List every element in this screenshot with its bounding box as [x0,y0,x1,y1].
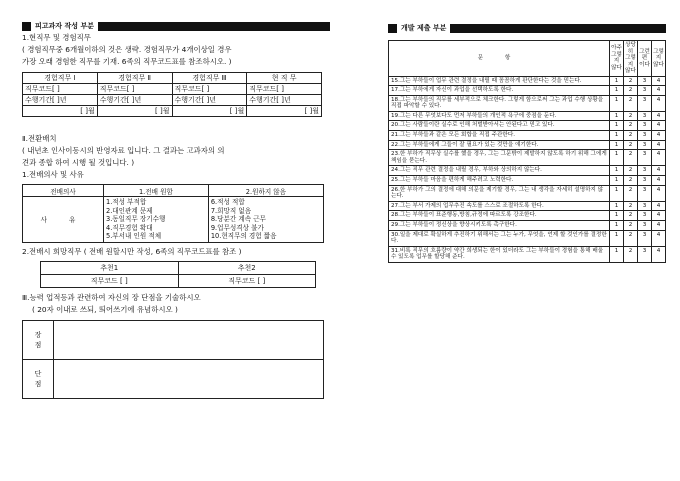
rating-option-4[interactable]: 4 [652,166,666,176]
section-bullet [388,24,397,33]
job-code-field[interactable]: 직무코드[ ] [247,84,322,95]
rating-option-2[interactable]: 2 [624,140,638,150]
rating-option-3[interactable]: 3 [638,95,652,111]
rating-option-3[interactable]: 3 [638,166,652,176]
rating-option-4[interactable]: 4 [652,246,666,262]
section-bullet [22,22,31,31]
survey-question: 28.그는 부하들이 표준행동,방침,규정에 따르도록 강조한다. [389,211,610,221]
rating-option-4[interactable]: 4 [652,121,666,131]
career-col-3: 경험직무 Ⅲ [172,73,247,84]
strength-field[interactable] [54,320,324,359]
transfer-heading: Ⅱ.전환배치 [22,134,57,143]
rating-option-1[interactable]: 1 [610,230,624,246]
rating-option-2[interactable]: 2 [624,131,638,141]
job-code-field[interactable]: 직무코드[ ] [23,84,98,95]
career-col-2: 경험직무 Ⅱ [97,73,172,84]
reason-option[interactable]: 9.업무성격상 불가 [210,223,264,232]
rating-option-2[interactable]: 2 [624,86,638,96]
survey-question: 29.그는 부하들이 정신상을 향상시키도록 촉구한다. [389,221,610,231]
survey-question: 27.그는 부서 가제의 업무추진 속도를 스스로 조절하도록 한다. [389,201,610,211]
rating-option-3[interactable]: 3 [638,176,652,186]
survey-question: 17.그는 부하에게 자신이 과업을 선택하도록 한다. [389,86,610,96]
rating-option-1[interactable]: 1 [610,131,624,141]
survey-question: 31.비록 직무의 흐름량이 약간 희생되는 한이 있더라도 그는 부하들이 경험을 통해 배울 수 있도록 업무를 할당해 준다. [389,246,610,262]
rating-option-1[interactable]: 1 [610,246,624,262]
strength-label: 장 점 [23,320,54,359]
rating-option-3[interactable]: 3 [638,111,652,121]
strength-note: ( 20자 이내로 쓰되, 띄어쓰기에 유념하시오 ) [32,304,178,314]
period-month-field[interactable]: [ ]월 [23,106,98,117]
want-reasons [104,197,209,243]
rating-option-2[interactable]: 2 [624,246,638,262]
survey-row [389,140,666,150]
rating-option-4[interactable]: 4 [652,76,666,86]
section-bar [98,22,330,31]
transfer-instruction-1: ( 내년초 인사이동시의 반영자료 입니다. 그 결과는 고과자의 의 [22,146,225,155]
survey-row [389,95,666,111]
period-year-field[interactable]: 수행기간[ ]년 [172,95,247,106]
survey-question: 18.그는 부하들의 직무를 세부적으로 체크한다. 그렇게 함으로써 그는 과업 수행 상황을 직접 파악할 수 있다. [389,95,610,111]
survey-row [389,76,666,86]
reason-option[interactable]: 8.당분간 계속 근무 [210,215,266,223]
weakness-label: 단 점 [23,359,54,398]
rating-option-1[interactable]: 1 [610,150,624,166]
rating-option-2[interactable]: 2 [624,211,638,221]
transfer-sub-2: 2.전배시 희망직무 ( 전배 원할시만 작성, 6족의 직무코드표를 참조 ) [22,246,242,256]
right-page [340,0,680,481]
reason-option[interactable]: 4.직무경험 확대 [106,223,153,232]
survey-row [389,131,666,141]
rating-option-1[interactable]: 1 [610,201,624,211]
survey-row [389,166,666,176]
period-month-field[interactable]: [ ]월 [172,106,247,117]
survey-row [389,230,666,246]
survey-question: 21.그는 부하들과 같은 모든 회합을 직접 주관한다. [389,131,610,141]
rating-option-3[interactable]: 3 [638,121,652,131]
rating-option-2[interactable]: 2 [624,166,638,176]
rating-option-3[interactable]: 3 [638,131,652,141]
strength-weakness-table [22,320,324,399]
period-year-field[interactable]: 수행기간[ ]년 [97,95,172,106]
rating-option-3[interactable]: 3 [638,86,652,96]
rating-option-1[interactable]: 1 [610,111,624,121]
rating-option-2[interactable]: 2 [624,230,638,246]
period-month-field[interactable]: [ ]월 [247,106,322,117]
period-month-field[interactable]: [ ]월 [97,106,172,117]
survey-row [389,185,666,201]
rating-option-2[interactable]: 2 [624,111,638,121]
survey-row [389,111,666,121]
rating-option-4[interactable]: 4 [652,111,666,121]
rating-option-2[interactable]: 2 [624,76,638,86]
rating-option-3[interactable]: 3 [638,185,652,201]
reason-label: 사 유 [23,197,104,243]
recommend-1-code-field[interactable]: 직무코드 [ ] [41,274,179,287]
rating-option-4[interactable]: 4 [652,201,666,211]
survey-row [389,201,666,211]
section-bar [450,24,666,33]
survey-question: 24.그는 직무 관련 결정을 내릴 경우, 부하와 상의하지 않는다. [389,166,610,176]
scale-header-1: 아주 그렇지 않다 [610,41,624,77]
survey-table [388,40,666,263]
rating-option-4[interactable]: 4 [652,221,666,231]
survey-question: 22.그는 부하들에게 그들이 잘 필요가 있는 것만을 얘기한다. [389,140,610,150]
rating-option-1[interactable]: 1 [610,211,624,221]
section-title: 개발 제출 부분 [401,24,447,32]
survey-question: 15.그는 부하들이 업무 관련 결정을 내릴 때 꼼꼼하게 판단한다는 것을 믿는다. [389,76,610,86]
scale-header-3: 그런 편 이다 [638,41,652,77]
rating-option-2[interactable]: 2 [624,95,638,111]
career-instruction-1: ( 경험직무중 6개월이하의 것은 생략. 경험직무가 4개이상일 경우 [22,45,232,54]
transfer-instruction-2: 견과 종합 하여 시행 될 것입니다. ) [22,158,135,167]
period-year-field[interactable]: 수행기간[ ]년 [23,95,98,106]
career-heading: 1.현직무 및 경험직무 [22,33,91,42]
weakness-field[interactable] [54,359,324,398]
rating-option-4[interactable]: 4 [652,150,666,166]
rating-option-3[interactable]: 3 [638,221,652,231]
rating-option-2[interactable]: 2 [624,176,638,186]
survey-row [389,211,666,221]
scale-header-2: 상당히 그렇지 않다 [625,42,636,74]
rating-option-1[interactable]: 1 [610,140,624,150]
rating-option-2[interactable]: 2 [624,221,638,231]
survey-question: 30.일을 제대로 확실하게 추진하기 위해서는 그는 누가, 무엇을, 언제 할 것인가를 결정한다. [389,230,610,246]
want-option[interactable]: 1.전배 원함 [104,185,209,197]
recommend-1-label: 추천1 [41,261,179,274]
rating-option-1[interactable]: 1 [610,76,624,86]
section-header [22,20,330,32]
rating-option-3[interactable]: 3 [638,230,652,246]
rating-option-1[interactable]: 1 [610,121,624,131]
reason-option[interactable]: 2.대인관계 문제 [106,206,153,215]
rating-option-4[interactable]: 4 [652,176,666,186]
rating-option-4[interactable]: 4 [652,86,666,96]
reason-option[interactable]: 7.희망직 없음 [210,206,252,215]
survey-row [389,221,666,231]
rating-option-3[interactable]: 3 [638,150,652,166]
recommend-2-code-field[interactable]: 직무코드 [ ] [178,274,316,287]
rating-option-1[interactable]: 1 [610,86,624,96]
reason-option[interactable]: 3.동일직무 장기수행 [106,215,166,223]
notwant-reasons [208,197,323,243]
rating-option-2[interactable]: 2 [624,150,638,166]
career-instruction-2: 가장 오래 경험한 직무를 기재. 6족의 직무코드표를 참조하시오. ) [22,57,232,66]
scale-header-4: 그렇 지 않다 [652,41,666,77]
strength-heading: Ⅲ.능력 업적등과 관련하여 자신의 장 단점을 기술하시오 [22,292,201,302]
section-title: 피고과자 작성 부분 [35,22,94,30]
rating-option-4[interactable]: 4 [652,230,666,246]
rating-option-1[interactable]: 1 [610,221,624,231]
rating-option-1[interactable]: 1 [610,185,624,201]
rating-option-3[interactable]: 3 [638,140,652,150]
period-year-field[interactable]: 수행기간[ ]년 [247,95,322,106]
survey-question: 20.그는 사람들이란 실수로 인해 처벌받아서는 안된다고 믿고 있다. [389,121,610,131]
transfer-sub-1: 1.전배의사 및 사유 [22,170,84,179]
rating-option-4[interactable]: 4 [652,140,666,150]
reason-option[interactable]: 10.현직무의 경험 짧음 [210,232,277,240]
reason-option[interactable]: 5.부서내 인원 적체 [106,232,162,240]
section-header [388,22,666,34]
rating-option-3[interactable]: 3 [638,201,652,211]
rating-option-3[interactable]: 3 [638,246,652,262]
job-code-field[interactable]: 직무코드[ ] [172,84,247,95]
survey-row [389,121,666,131]
survey-row [389,246,666,262]
survey-question: 19.그는 다른 무엇보다도 먼저 부하들의 개인적 욕구에 중점을 둔다. [389,111,610,121]
career-col-4: 현 직 무 [247,73,322,84]
recommend-2-label: 추천2 [178,261,316,274]
reason-option[interactable]: 6.적성 적합 [210,198,245,206]
survey-question: 25.그는 부하들 마음을 편하게 해주려고 노력한다. [389,176,610,186]
rating-option-3[interactable]: 3 [638,76,652,86]
item-header: 문 항 [389,41,610,77]
transfer-table [22,184,324,243]
rating-option-4[interactable]: 4 [652,211,666,221]
rating-option-2[interactable]: 2 [624,201,638,211]
hope-job-table [40,261,316,288]
survey-row [389,176,666,186]
career-table [22,72,322,117]
survey-question: 23.한 부하가 직무상 실수를 했을 경우, 그는 그문밖이 제발하지 않도록 하기 위해 그에게 책임을 묻는다. [389,150,610,166]
rating-option-1[interactable]: 1 [610,166,624,176]
rating-option-3[interactable]: 3 [638,211,652,221]
rating-option-4[interactable]: 4 [652,185,666,201]
survey-row [389,150,666,166]
rating-option-4[interactable]: 4 [652,95,666,111]
rating-option-2[interactable]: 2 [624,185,638,201]
intent-header: 전배의사 [23,185,104,197]
job-code-field[interactable]: 직무코드[ ] [97,84,172,95]
rating-option-2[interactable]: 2 [624,121,638,131]
reason-option[interactable]: 1.적성 부적합 [106,198,147,206]
rating-option-1[interactable]: 1 [610,176,624,186]
survey-question: 26.한 부하가 그의 결정에 대해 의문을 제기할 경우, 그는 내 생각을 자세히 설명하지 않는다. [389,185,610,201]
rating-option-4[interactable]: 4 [652,131,666,141]
career-col-1: 경험직무 Ⅰ [23,73,98,84]
rating-option-1[interactable]: 1 [610,95,624,111]
notwant-option[interactable]: 2.원하지 않음 [208,185,323,197]
survey-row [389,86,666,96]
